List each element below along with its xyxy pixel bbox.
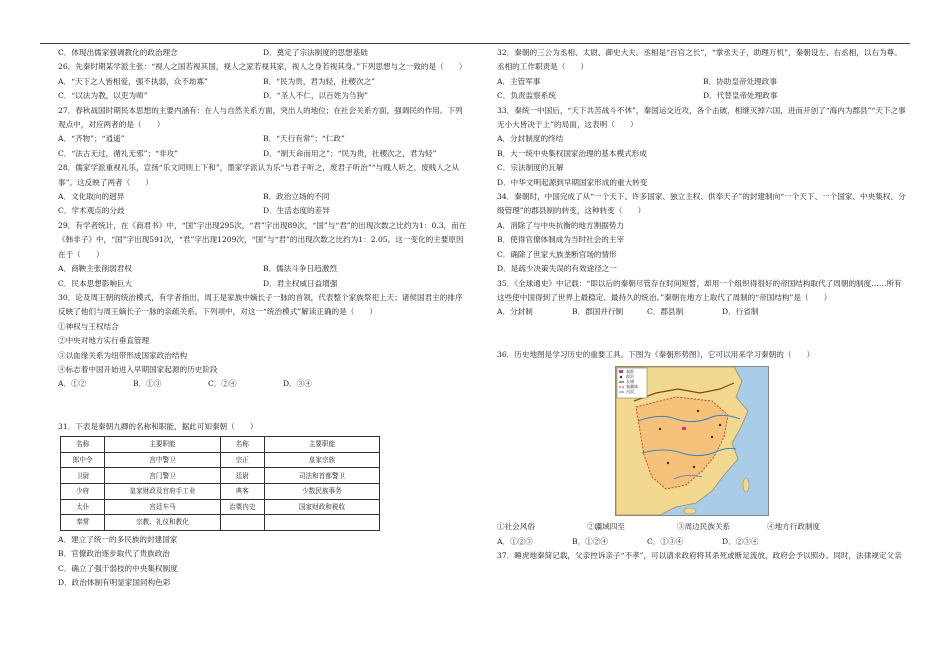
q34-option: A．消除了与中央抗衡的地方割据势力 (497, 220, 624, 230)
q30-item: ②中央对地方实行垂直管理 (58, 336, 150, 346)
legend-label: 秦都 (626, 369, 634, 375)
option: A．①② (58, 379, 87, 389)
option: C．①③④ (647, 536, 684, 546)
option: B．“天行有常”；“仁政” (263, 134, 345, 144)
table-cell: 主要职能 (264, 437, 379, 453)
commandery-dot (667, 462, 669, 464)
legend-label: 长城 (626, 379, 634, 385)
table-row (61, 499, 380, 515)
q28-stem: 28．儒家学派重视礼乐，宣扬“乐文同则上下和”，墨家学派认为乐“与君子听之，废君子听治”“与贱人听之，废贱人之从事”。这反映了两者（ ） (58, 163, 460, 187)
option: C．民本思想影响巨大 (58, 278, 133, 288)
table-row (61, 483, 380, 499)
q34-option: D．是疏少决策失误的有效途径之一 (497, 264, 617, 274)
commandery-dot (659, 428, 661, 430)
table-cell: 国家财政和税收 (264, 499, 379, 515)
table-cell: 太仆 (61, 499, 105, 515)
q31-option: C．确立了强干弱枝的中央集权制度 (58, 563, 178, 573)
table-cell: 廷尉 (220, 468, 264, 484)
q29-stem: 29．有学者统计，在《商君书》中，“国”字出现295次，“君”字出现89次，“国”与“君”的出现次数之比约为1：0.3，而在《韩非子》中，“国”字出现591次，“君”字出现1209次，“国”与“君”的出现次数之比约为1：2.05。这一变化的主要原因在于（ ） (58, 220, 467, 259)
header-rule (40, 43, 910, 44)
q37-stem: 37．睡虎地秦简记载，父亲控诉亲子“不孝”，可以请求政府将其杀死或断足流放，政府会予以照办。同时，法律规定父亲 (497, 550, 902, 560)
q36-item: ④地方行政制度 (767, 522, 821, 532)
option: D．“圣人不仁，以百姓为刍狗” (263, 91, 368, 101)
table-cell: 少数民族事务 (264, 483, 379, 499)
option: D．行省制 (722, 307, 759, 317)
q32-options (497, 89, 909, 103)
commandery-dot (711, 436, 713, 438)
hainan-island (684, 508, 696, 514)
q36-options (497, 535, 797, 549)
table-row (61, 515, 380, 531)
commandery-dot (697, 410, 699, 412)
table-cell: 宗正 (220, 452, 264, 468)
q27-stem: 27．春秋战国时期民本思想的主要内涵有：在人与自然关系方面，突出人的地位；在社会关系方面，强调民的作用。下列观点中，对应两者的是（ ） (58, 105, 463, 130)
q36-item: ②疆域四至 (587, 522, 625, 532)
option: D．奠定了宗法制度的思想基础 (263, 48, 368, 57)
option: D．君主权威日益增强 (263, 278, 338, 288)
table-cell (264, 515, 379, 531)
option: C．学术观点的分歧 (58, 206, 125, 216)
table-cell: 典客 (220, 483, 264, 499)
q30-item: ③以血缘关系为纽带形成国家政治结构 (58, 350, 188, 360)
table-row (61, 468, 380, 484)
table-cell: 名称 (220, 437, 264, 453)
table-row (61, 452, 380, 468)
q29-options (58, 262, 468, 276)
q34-stem: 34．秦朝时，中国完成了从“一个天下、许多国家、独立主权、供奉天子”的封建制向“一个天下、一个国家、中央集权、分级管理”的郡县制的转变，这种转变（ ） (497, 192, 906, 216)
q36-item: ①社会风俗 (497, 522, 535, 532)
table-row (61, 437, 380, 453)
commandery-dot (719, 424, 721, 426)
option: B．协助皇帝处理政事 (703, 76, 777, 86)
legend-label: 秦疆域 (626, 384, 638, 390)
q33-option: A．分封制度的终结 (497, 134, 564, 144)
legend-label: 河流 (626, 389, 634, 395)
q30-stem: 30．论及周王朝的统治模式，有学者指出，周王是家族中嫡长子一脉的首领，代表整个家族祭祀上天；诸侯国君主的排序反映了他们与周王嫡长子一脉的亲疏关系。下列项中，对这一“统治模式”解读正确的是（ ） (58, 292, 463, 317)
option: B．①②④ (572, 536, 608, 546)
commandery-dot (693, 466, 695, 468)
taiwan-island (743, 478, 749, 492)
q33-option: B．大一统中央集权国家治理的基本模式形成 (497, 148, 647, 158)
q36-items (497, 520, 857, 534)
option: A．文化取向的迥异 (58, 192, 125, 202)
table-cell: 宫中警卫 (105, 452, 220, 468)
q27-options (58, 147, 468, 161)
left-column (58, 46, 468, 590)
table-cell: 司法和首都警卫 (264, 468, 379, 484)
option: A．①②③ (497, 536, 533, 546)
option: D．②③④ (722, 536, 759, 546)
q33-option: D．中华文明起源到早期国家形成的重大转变 (497, 177, 648, 187)
q28-options (58, 204, 468, 218)
option: A．“齐物”；“逍遥” (58, 134, 125, 144)
option: C．②④ (208, 379, 237, 389)
legend-label: 郡治 (626, 374, 634, 380)
q36-stem: 36．历史地图是学习历史的重要工具。下图为《秦朝形势图》，它可以用来学习秦朝的（ ） (497, 349, 815, 359)
q31-option: A．建立了统一的多民族的封建国家 (58, 534, 178, 544)
table-cell: 主要职能 (105, 437, 220, 453)
table-cell: 郎中令 (61, 452, 105, 468)
q32-stem: 32．秦朝的三公为丞相、太尉、御史大夫。丞相是“百官之长”，“掌丞天子，助理万机”，秦朝设左、右丞相，以右为尊。丞相的工作职责是（ ） (497, 48, 902, 72)
option: C．负责监察系统 (497, 91, 556, 101)
table-cell: 宫门警卫 (105, 468, 220, 484)
nine-ministers-table (60, 436, 380, 531)
capital-marker (682, 427, 686, 430)
option: D．“制天命而用之”；“民为贵，社稷次之，君为轻” (263, 148, 437, 158)
q31-option: D．政治体制有明显家国同构色彩 (58, 577, 171, 587)
legend-capital-icon (619, 370, 623, 373)
q33-option: C．宗法制度的瓦解 (497, 163, 564, 173)
q26-options (58, 89, 468, 103)
table-cell: 宫廷车马 (105, 499, 220, 515)
q25-options (58, 46, 468, 60)
q35-options (497, 305, 797, 319)
q31-stem: 31．下表是秦朝九卿的名称和职能，据此可知秦朝（ ） (58, 421, 258, 431)
table-cell: 少府 (61, 483, 105, 499)
q36-item: ③周边民族关系 (677, 522, 731, 532)
table-cell: 治粟内史 (220, 499, 264, 515)
option: B．郡国并行制 (572, 307, 624, 317)
q30-options (58, 377, 358, 391)
table-cell: 名称 (61, 437, 105, 453)
table-cell: 奉常 (61, 515, 105, 531)
right-column (497, 46, 909, 563)
q27-options (58, 132, 468, 146)
legend-commandery-icon (620, 376, 622, 378)
q29-options (58, 277, 468, 291)
option: D．③④ (283, 379, 312, 389)
table-cell: 皇家财政及官府手工业 (105, 483, 220, 499)
option: A．“天下之人皆相爱，强不执弱，众不劫寡” (58, 76, 208, 86)
q34-option: C．确除了世家大族垄断官场的情形 (497, 249, 617, 259)
option: A．分封制 (497, 307, 533, 317)
table-cell: 皇家宗族 (264, 452, 379, 468)
option: B．①③ (133, 379, 162, 389)
option: C．“法古无过，循礼无邪”；“非攻” (58, 148, 179, 158)
map-graphic (616, 367, 768, 515)
option: A．主管军事 (497, 76, 541, 86)
q35-stem: 35．《全球通史》中记载：“即以后的秦朝尽管存在时间短暂，却用一个组织得很好的帝国结构取代了周朝的制度……所有这些使中国得到了世界上最稳定、最持久的统治。”秦朝在地方上取代了周制的“帝国结构”是（ ） (497, 278, 902, 302)
q32-options (497, 75, 909, 89)
q34-option: B．使得官僚体制成为当时社会的主宰 (497, 235, 625, 245)
q31-option: B．官僚政治逐步取代了贵族政治 (58, 549, 170, 559)
qin-dynasty-map (615, 366, 769, 516)
option: B．儒法斗争日趋激烈 (263, 264, 337, 274)
option: D．代替皇帝处理政事 (703, 91, 778, 101)
q33-stem: 33．秦统一中国后，“天下共苦战斗不休”，秦国运交近攻，各个击破，相继灭掉六国，进而开创了“海内为郡县”“天下之事无小大皆决于上”的局面，这表明（ ） (497, 105, 906, 130)
option: C．体现出儒家强调教化的政治理念 (58, 48, 178, 57)
option: C．“以法为教，以吏为师” (58, 91, 148, 101)
q28-options (58, 190, 468, 204)
option: B．“民为贵，君为轻，社稷次之” (263, 76, 376, 86)
option: C．郡县制 (647, 307, 684, 317)
table-cell: 宗教、礼仪和教化 (105, 515, 220, 531)
option: A．商鞅主张削弱君权 (58, 264, 132, 274)
q30-item: ①神权与王权结合 (58, 321, 119, 331)
option: B．政治立场的不同 (263, 192, 330, 202)
q26-stem: 26．先秦时期某学派主张：“视人之国若视其国，视人之家若视其家，视人之身若视其身。”下列思想与之一致的是（ ） (58, 62, 467, 72)
table-cell: 卫尉 (61, 468, 105, 484)
table-cell (220, 515, 264, 531)
q26-options (58, 75, 468, 89)
q30-item: ④标志着中国开始进入早期国家起源的历史阶段 (58, 364, 218, 374)
option: D．生活态度的差异 (263, 206, 330, 216)
